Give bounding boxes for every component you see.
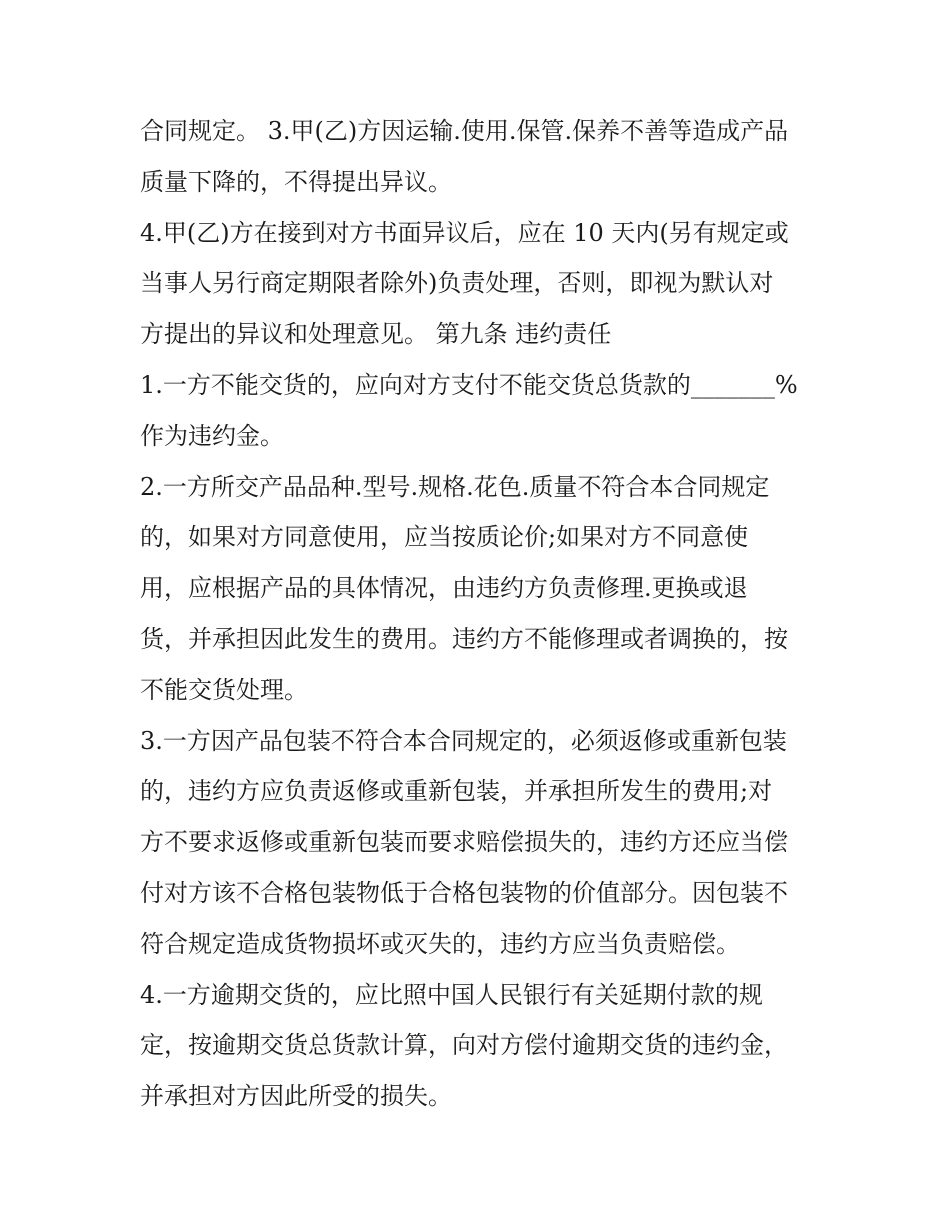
- text-line: 当事人另行商定期限者除外)负责处理，否则，即视为默认对: [140, 269, 774, 298]
- text-line: 符合规定造成货物损坏或灭失的，违约方应当负责赔偿。: [140, 929, 740, 958]
- text-line: 作为违约金。: [140, 421, 284, 450]
- text-line: 定，按逾期交货总货款计算，向对方偿付逾期交货的违约金，: [140, 1031, 788, 1060]
- text-line: 的，违约方应负责返修或重新包装，并承担所发生的费用;对: [140, 777, 773, 806]
- text-line: 不能交货处理。: [140, 675, 308, 704]
- text-line: 3.一方因产品包装不符合本合同规定的，必须返修或重新包装: [140, 726, 787, 755]
- text-line: 方提出的异议和处理意见。 第九条 违约责任: [140, 320, 612, 349]
- text-line: 并承担对方因此所受的损失。: [140, 1082, 452, 1111]
- text-line: 付对方该不合格包装物低于合格包装物的价值部分。因包装不: [140, 878, 788, 907]
- text-line: 的，如果对方同意使用，应当按质论价;如果对方不同意使: [140, 523, 749, 552]
- document-body: [140, 106, 820, 1122]
- text-line: 方不要求返修或重新包装而要求赔偿损失的，违约方还应当偿: [140, 828, 788, 857]
- text-line: 1.一方不能交货的，应向对方支付不能交货总货款的_______%: [140, 370, 798, 399]
- text-line: 质量下降的，不得提出异议。: [140, 167, 452, 196]
- text-line: 用，应根据产品的具体情况，由违约方负责修理.更换或退: [140, 574, 748, 603]
- text-line: 4.甲(乙)方在接到对方书面异议后，应在 10 天内(另有规定或: [140, 218, 789, 247]
- text-line: 合同规定。 3.甲(乙)方因运输.使用.保管.保养不善等造成产品: [140, 117, 789, 145]
- text-line: 货，并承担因此发生的费用。违约方不能修理或者调换的，按: [140, 624, 788, 653]
- text-line: 2.一方所交产品品种.型号.规格.花色.质量不符合本合同规定: [140, 472, 770, 501]
- text-line: 4.一方逾期交货的，应比照中国人民银行有关延期付款的规: [140, 980, 763, 1009]
